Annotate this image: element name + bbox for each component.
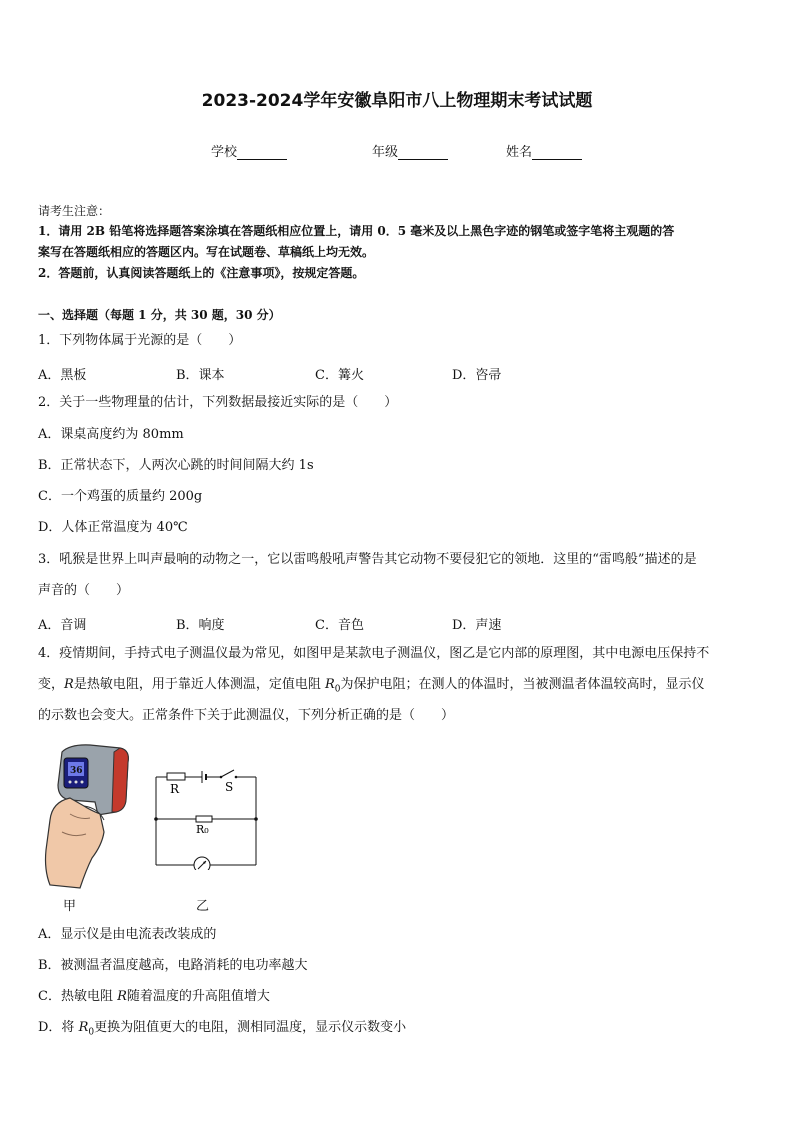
grade-label: 年级 [372, 145, 399, 160]
q4-symbol-r0: R [324, 677, 335, 692]
q2-option-c[interactable]: C．一个鸡蛋的质量约 200g [38, 489, 203, 504]
q3-stem-line1: 3．吼猴是世界上叫声最响的动物之一，它以雷鸣般吼声警告其它动物不要侵犯它的领地．这里的“雷鸣般”描述的是 [38, 552, 697, 567]
circuit-diagram [150, 765, 265, 870]
notice-line-2: 2．答题前，认真阅读答题纸上的《注意事项》，按规定答题。 [38, 266, 365, 280]
name-label: 姓名 [506, 145, 533, 160]
school-blank[interactable] [237, 147, 287, 160]
resistor-r0 [196, 816, 212, 822]
figure-label-yi: 乙 [196, 899, 210, 914]
name-field [506, 141, 582, 160]
q3-option-a[interactable]: A．音调 [38, 618, 87, 633]
q3-stem-line2: 声音的（ ） [38, 583, 130, 598]
q4-stem-pre: 变， [38, 677, 65, 692]
thermometer-reading: 36 [70, 766, 83, 776]
thermometer-front [112, 748, 128, 812]
q4-option-d-pre: D．将 [38, 1020, 79, 1035]
q4-option-d-sub: 0 [88, 1027, 95, 1038]
q1-option-c[interactable]: C．篝火 [315, 368, 364, 383]
q4-symbol-r: R [64, 677, 74, 692]
q4-option-d-post: 更换为阻值更大的电阻，测相同温度，显示仪示数变小 [94, 1020, 407, 1035]
name-blank[interactable] [532, 147, 582, 160]
q1-option-b[interactable]: B．课本 [176, 368, 225, 383]
thermometer-figure [40, 740, 140, 890]
grade-field [372, 141, 448, 160]
q4-stem-mid: 是热敏电阻，用于靠近人体测温，定值电阻 [73, 677, 325, 692]
q2-option-b[interactable]: B．正常状态下，人两次心跳的时间间隔大约 1s [38, 458, 314, 473]
school-label: 学校 [211, 145, 238, 160]
q3-option-d[interactable]: D．声速 [452, 618, 502, 633]
q4-option-c[interactable] [38, 989, 270, 1005]
q1-stem: 1．下列物体属于光源的是（ ） [38, 333, 242, 348]
q4-option-c-post: 随着温度的升高阻值增大 [126, 989, 270, 1004]
switch-icon [221, 770, 234, 777]
section-heading: 一、选择题（每题 1 分，共 30 题，30 分） [38, 308, 281, 322]
q3-option-c[interactable]: C．音色 [315, 618, 364, 633]
page-title: 2023-2024学年安徽阜阳市八上物理期末考试试题 [201, 91, 593, 111]
notice-line-1b: 案写在答题纸相应的答题区内。写在试题卷、草稿纸上均无效。 [38, 245, 375, 259]
meter-icon [194, 857, 210, 870]
q4-option-b[interactable]: B．被测温者温度越高，电路消耗的电功率越大 [38, 958, 308, 973]
q2-option-d[interactable]: D．人体正常温度为 40℃ [38, 520, 188, 535]
q4-option-c-pre: C．热敏电阻 [38, 989, 118, 1004]
q4-option-d-symbol: R [78, 1020, 89, 1035]
school-field [211, 141, 287, 160]
resistor-r [167, 773, 185, 780]
q4-stem-line3: 的示数也会变大。正常条件下关于此测温仪，下列分析正确的是（ ） [38, 708, 455, 723]
q4-stem-line1: 4．疫情期间，手持式电子测温仪最为常见，如图甲是某款电子测温仪，图乙是它内部的原理图，其中电源电压保持不 [38, 646, 710, 661]
q4-symbol-r0-sub: 0 [334, 684, 341, 695]
notice-line-1a: 1．请用 2B 铅笔将选择题答案涂填在答题纸相应位置上，请用 0．5 毫米及以上黑色字迹的钢笔或签字笔将主观题的答 [38, 224, 675, 238]
grade-blank[interactable] [398, 147, 448, 160]
circuit-label-r0: R₀ [196, 823, 209, 836]
q3-option-b[interactable]: B．响度 [176, 618, 225, 633]
q4-option-a[interactable]: A．显示仪是由电流表改装成的 [38, 927, 217, 942]
notice-heading: 请考生注意： [38, 204, 111, 218]
circuit-label-s: S [225, 780, 234, 794]
q1-option-d[interactable]: D．咨帚 [452, 368, 502, 383]
q4-stem-line2 [38, 677, 705, 698]
q2-stem: 2．关于一些物理量的估计，下列数据最接近实际的是（ ） [38, 395, 398, 410]
q4-stem-post: 为保护电阻；在测人的体温时，当被测温者体温较高时，显示仪 [340, 677, 705, 692]
q4-option-c-symbol: R [117, 989, 127, 1004]
circuit-label-r: R [170, 782, 180, 796]
q4-option-d[interactable] [38, 1020, 406, 1041]
figure-label-jia: 甲 [63, 899, 77, 914]
q2-option-a[interactable]: A．课桌高度约为 80mm [38, 427, 184, 442]
q1-option-a[interactable]: A．黑板 [38, 368, 87, 383]
hand-icon [46, 798, 105, 888]
